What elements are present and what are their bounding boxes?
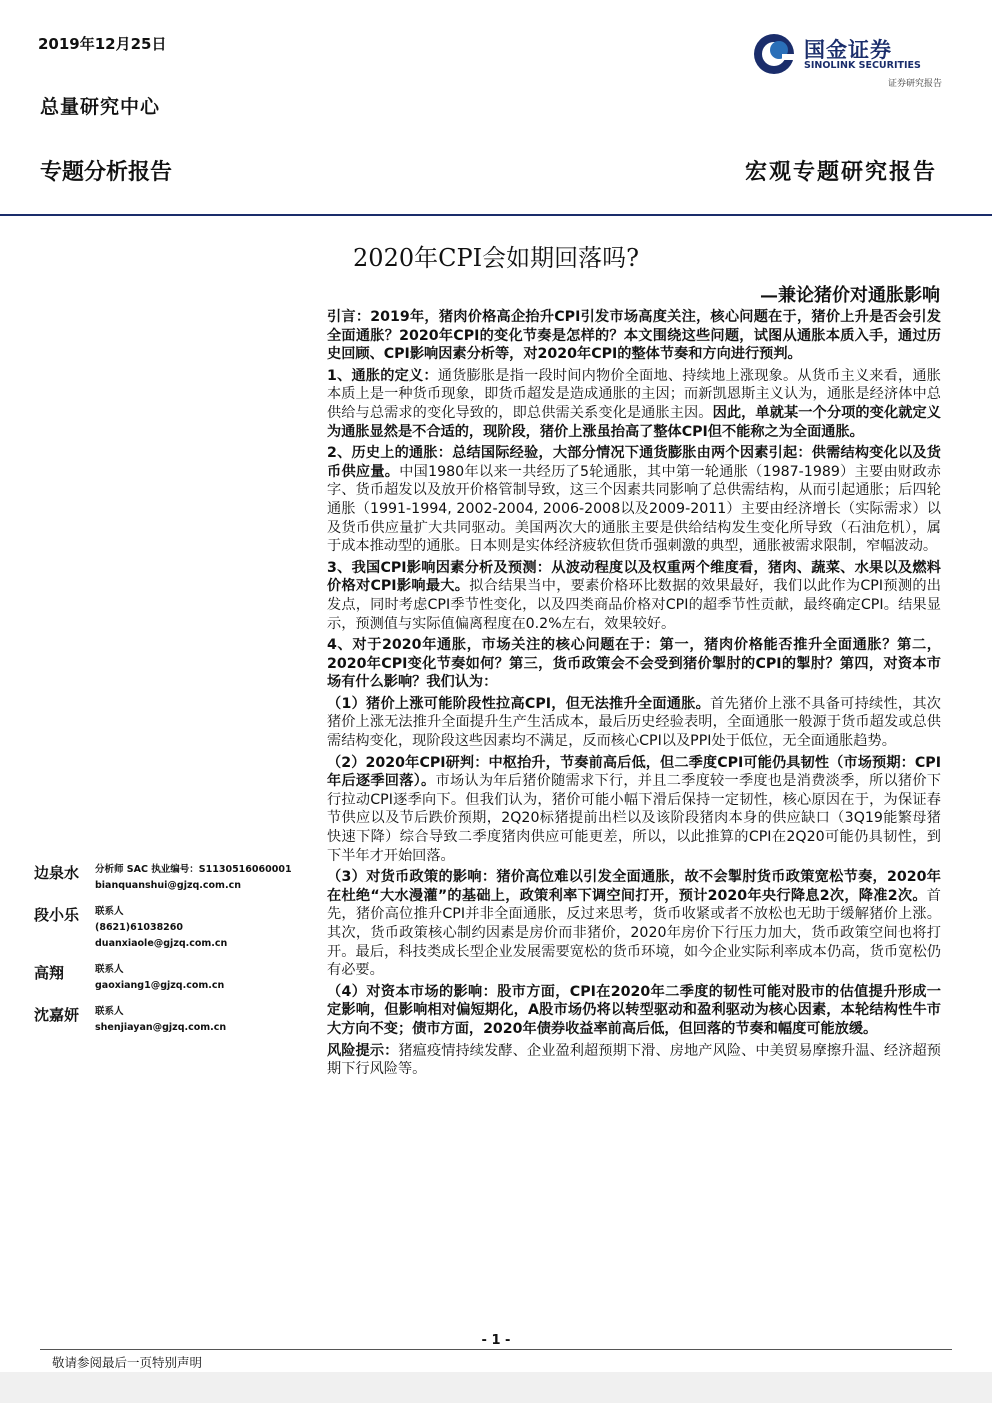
company-logo [752, 30, 942, 92]
header-divider [0, 214, 992, 216]
analyst-info [95, 962, 309, 994]
analyst-card [34, 1004, 309, 1036]
risk-heading: 风险提示： [327, 1042, 399, 1059]
point-2-heading: （2）2020年CPI研判：中枢抬升，节奏前高后低，但二季度CPI可能仍具韧性（市场预期：CPI年后逐季回落）。 [327, 754, 941, 790]
point-3 [327, 868, 941, 980]
logo-name-en: SINOLINK SECURITIES [804, 60, 921, 71]
section-2 [327, 444, 941, 556]
page-bottom-band [0, 1372, 992, 1403]
point-1-heading: （1）猪价上涨可能阶段性拉高CPI，但无法推升全面通胀。 [327, 695, 711, 712]
section-3-heading: 3、我国CPI影响因素分析及预测：从波动程度以及权重两个维度看，猪肉、蔬菜、水果以及燃料价格对CPI影响最大。 [327, 559, 941, 595]
analyst-role: 分析师 SAC 执业编号：S1130516060001 [95, 864, 292, 875]
analyst-email[interactable]: gaoxiang1@gjzq.com.cn [95, 980, 225, 991]
section-3-text: 拟合结果当中，要素价格环比数据的效果最好，我们以此作为CPI预测的出发点，同时考虑CPI季节性变化，以及四类商品价格对CPI的超季节性贡献，最终确定CPI。结果显示，预测值与实际值偏离程度在0.2%左右，效果较好。 [327, 578, 941, 632]
analyst-card [34, 962, 309, 994]
section-2-heading: 2、历史上的通胀：总结国际经验，大部分情况下通货膨胀由两个因素引起：供需结构变化以及货币供应量。 [327, 445, 941, 480]
report-category: 宏观专题研究报告 [744, 159, 937, 185]
analyst-phone: (8621)61038260 [95, 922, 184, 933]
analyst-name: 沈嘉妍 [34, 1006, 80, 1024]
point-2 [327, 754, 941, 866]
point-1 [327, 695, 941, 751]
analyst-role: 联系人 [95, 906, 124, 917]
analyst-card [34, 904, 309, 952]
company-logo-icon [752, 32, 796, 76]
analyst-name: 高翔 [34, 964, 65, 982]
analyst-email[interactable]: bianquanshui@gjzq.com.cn [95, 880, 241, 891]
section-3 [327, 559, 941, 633]
analyst-name: 段小乐 [34, 906, 80, 924]
point-1-text: 首先猪价上涨不具备可持续性，其次猪价上涨无法推升全面提升生产生活成本，最后历史经验表明，全面通胀一般源于货币超发或总供需结构变化，现阶段这些因素均不满足，反而核心CPI以及PPI处于低位，无全面通胀趋势。 [327, 695, 941, 750]
analyst-info [95, 862, 309, 894]
logo-tagline: 证券研究报告 [887, 79, 942, 89]
report-subtitle: —兼论猪价对通胀影响 [760, 285, 940, 306]
point-4: （4）对资本市场的影响：股市方面，CPI在2020年二季度的韧性可能对股市的估值提升形成一定影响，但影响相对偏短期化，A股市场仍将以转型驱动和盈利驱动为核心因素，本轮结构性牛市大方向不变；债市方面，2020年债券收益率前高后低，但回落的节奏和幅度可能放缓。 [327, 983, 941, 1037]
analyst-info [95, 904, 309, 952]
research-center-name: 总量研究中心 [40, 96, 161, 118]
analyst-email[interactable]: shenjiayan@gjzq.com.cn [95, 1022, 227, 1033]
analyst-role: 联系人 [95, 1006, 124, 1017]
risk-warning [327, 1042, 941, 1079]
section-2-text: 中国1980年以来一共经历了5轮通胀，其中第一轮通胀（1987-1989）主要由财政赤字、货币超发以及放开价格管制导致，这三个因素共同影响了总供需结构，从而引起通胀；后四轮通胀（1991-1994, 2002-2004, 2006-2008以及2009-2011）主要由经济增长（实际需求）以及货币供应量扩大共同驱动。美国两次大的通胀主要是供给结构发生变化所导致（石油危机），属于成本推动型的通胀。日本则是实体经济疲软但货币强刺激的典型，通胀被需求限制，窄幅波动。 [327, 463, 941, 555]
analyst-role: 联系人 [95, 964, 124, 975]
analyst-email[interactable]: duanxiaole@gjzq.com.cn [95, 938, 228, 949]
report-type: 专题分析报告 [40, 160, 173, 185]
report-date: 2019年12月25日 [38, 35, 167, 53]
point-3-text: 首先，猪价高位推升CPI并非全面通胀，反过来思考，货币收紧或者不放松也无助于缓解猪价上涨。其次，货币政策核心制约因素是房价而非猪价，2020年房价下行压力加大，货币政策空间也将打开。最后，科技类成长型企业发展需要宽松的货币环境，如今企业实际利率成本仍高，货币宽松仍有必要。 [327, 887, 941, 979]
point-3-heading: （3）对货币政策的影响：猪价高位难以引发全面通胀，故不会掣肘货币政策宽松节奏，2020年在杜绝“大水漫灌”的基础上，政策利率下调空间打开，预计2020年央行降息2次，降准2次。 [327, 869, 941, 904]
intro-paragraph: 引言：2019年，猪肉价格高企抬升CPI引发市场高度关注，核心问题在于，猪价上升是否会引发全面通胀？2020年CPI的变化节奏是怎样的？本文围绕这些问题，试图从通胀本质入手，通过历史回顾、CPI影响因素分析等，对2020年CPI的整体节奏和方向进行预判。 [327, 309, 941, 363]
footer-divider [40, 1349, 952, 1350]
section-1-text: 通货膨胀是指一段时间内物价全面地、持续地上涨现象。从货币主义来看，通胀本质上是一种货币现象，即货币超发是造成通胀的主因；而新凯恩斯主义认为，通胀是经济体中总供给与总需求的变化导致的，即总供需关系变化是通胀主因。 [327, 367, 941, 421]
section-1-conclusion: 因此，单就某一个分项的变化就定义为通胀显然是不合适的，现阶段，猪价上涨虽抬高了整体CPI但不能称之为全面通胀。 [327, 404, 941, 440]
point-2-text: 市场认为年后猪价随需求下行，并且二季度较一季度也是消费淡季，所以猪价下行拉动CPI逐季向下。但我们认为，猪价可能小幅下滑后保持一定韧性，核心原因在于，为保证春节供应以及节后跌价预期，2Q20标猪提前出栏以及该阶段猪肉本身的供应缺口（3Q19能繁母猪快速下降）综合导致二季度猪肉供应可能更差，所以，以此推算的CPI在2Q20可能仍具韧性，到下半年才开始回落。 [327, 773, 941, 864]
section-1-heading: 1、通胀的定义： [327, 367, 438, 384]
report-body [327, 308, 941, 1082]
section-1 [327, 367, 941, 441]
analyst-name: 边泉水 [34, 864, 80, 882]
section-4-heading: 4、对于2020年通胀，市场关注的核心问题在于：第一，猪肉价格能否推升全面通胀？第二，2020年CPI变化节奏如何？第三，货币政策会不会受到猪价掣肘的CPI的掣肘？第四，对资本市场有什么影响？我们认为： [327, 637, 941, 691]
analyst-info [95, 1004, 309, 1036]
report-title: 2020年CPI会如期回落吗? [353, 244, 639, 272]
risk-text: 猪瘟疫情持续发酵、企业盈利超预期下滑、房地产风险、中美贸易摩擦升温、经济超预期下行风险等。 [327, 1042, 941, 1078]
logo-name-cn: 国金证券 [804, 38, 892, 62]
footer-disclaimer: 敬请参阅最后一页特别声明 [52, 1355, 203, 1370]
page-number: - 1 - [481, 1333, 511, 1348]
analyst-list [34, 862, 309, 1046]
analyst-card [34, 862, 309, 894]
